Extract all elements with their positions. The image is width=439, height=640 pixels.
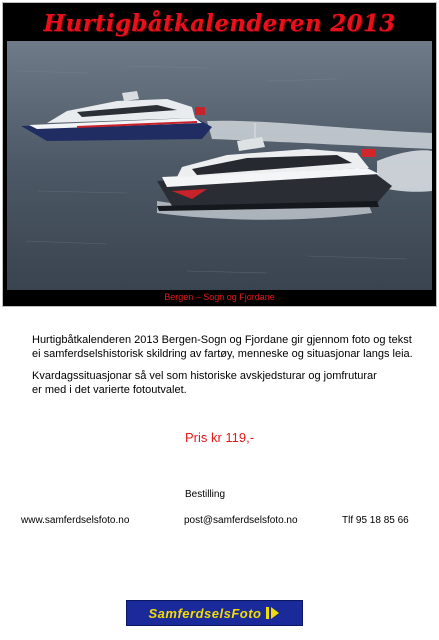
website-link[interactable]: www.samferdselsfoto.no [21, 515, 130, 526]
description-line: ei samferdselshistorisk skildring av fartøy, menneske og situasjonar langs leia. [32, 348, 413, 360]
contents-paragraph [32, 369, 422, 397]
samferdselsfoto-logo [126, 600, 303, 626]
phone-number: Tlf 95 18 85 66 [342, 515, 409, 526]
contents-line: er med i det varierte fotoutvalet. [32, 384, 187, 396]
calendar-title: Hurtigbåtkalenderen 2013 [43, 10, 396, 37]
play-arrow-icon [266, 606, 280, 620]
order-heading: Bestilling [185, 489, 226, 500]
logo-text: SamferdselsFoto [148, 605, 262, 621]
description-line: Hurtigbåtkalenderen 2013 Bergen-Sogn og Fjordane gir gjennom foto og tekst [32, 334, 412, 346]
contents-line: Kvardagssituasjonar så vel som historiske avskjedsturar og jomfruturar [32, 370, 377, 382]
calendar-cover [2, 2, 437, 307]
price: Pris kr 119,- [184, 430, 255, 445]
ferry-photo [7, 41, 432, 290]
photo-caption: Bergen – Sogn og Fjordane [164, 292, 275, 302]
description-paragraph [32, 333, 422, 361]
email-link[interactable]: post@samferdselsfoto.no [184, 515, 298, 526]
